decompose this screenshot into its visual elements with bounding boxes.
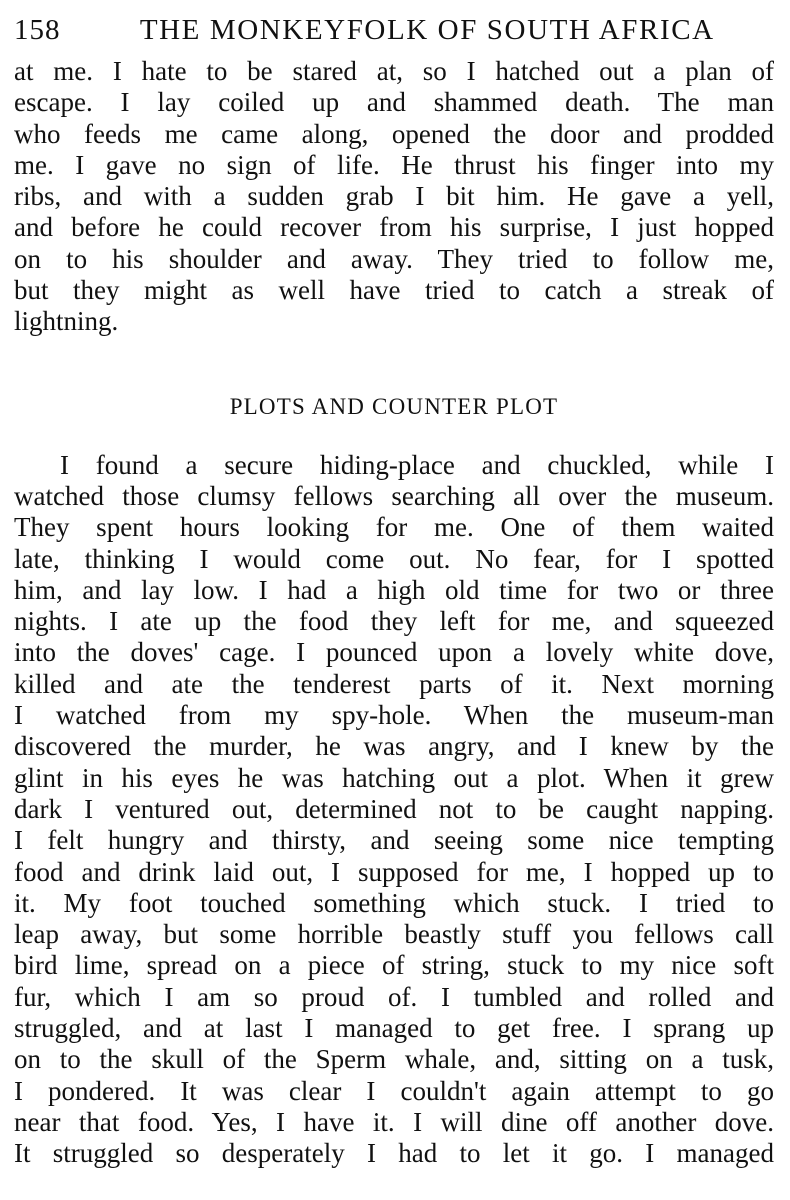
page-number: 158 (14, 14, 61, 46)
text-line: I found a secure hiding-place and chuckled, while I (60, 449, 774, 480)
text-line: it. My foot touched something which stuck. I tried to (14, 887, 774, 918)
running-head (14, 14, 774, 56)
text-line: They spent hours looking for me. One of them waited (14, 512, 774, 543)
text-line: bird lime, spread on a piece of string, stuck to my nice soft (14, 950, 774, 981)
text-line: leap away, but some horrible beastly stuff you fellows call (14, 919, 774, 950)
text-line: who feeds me came along, opened the door and prodded (14, 118, 774, 149)
text-line: and before he could recover from his surprise, I just hopped (14, 212, 774, 243)
text-line: escape. I lay coiled up and shammed death. The man (14, 87, 774, 118)
paragraph-plots (14, 450, 774, 1170)
text-line: glint in his eyes he was hatching out a plot. When it grew (14, 762, 774, 793)
section-heading: PLOTS AND COUNTER PLOT (229, 393, 559, 419)
text-line: on to the skull of the Sperm whale, and, sitting on a tusk, (14, 1044, 774, 1075)
text-line: ribs, and with a sudden grab I bit him. He gave a yell, (14, 181, 774, 212)
text-line: struggled, and at last I managed to get free. I sprang up (14, 1013, 774, 1044)
text-line: watched those clumsy fellows searching all over the museum. (14, 480, 774, 511)
text-line: late, thinking I would come out. No fear, for I spotted (14, 543, 774, 574)
text-line: me. I gave no sign of life. He thrust his finger into my (14, 149, 774, 180)
text-line: fur, which I am so proud of. I tumbled and rolled and (14, 981, 774, 1012)
text-line: I pondered. It was clear I couldn't again attempt to go (14, 1075, 774, 1106)
text-line: into the doves' cage. I pounced upon a lovely white dove, (14, 637, 774, 668)
text-line: lightning. (14, 306, 119, 337)
text-line: near that food. Yes, I have it. I will dine off another dove. (14, 1106, 774, 1137)
paragraph-opening (14, 56, 774, 338)
text-line: him, and lay low. I had a high old time for two or three (14, 574, 774, 605)
text-line: at me. I hate to be stared at, so I hatched out a plan of (14, 56, 774, 86)
text-line: It struggled so desperately I had to let it go. I managed (14, 1138, 774, 1169)
running-title: THE MONKEYFOLK OF SOUTH AFRICA (139, 14, 715, 46)
text-line: discovered the murder, he was angry, and I knew by the (14, 731, 774, 762)
text-line: but they might as well have tried to catch a streak of (14, 275, 774, 306)
book-page (14, 14, 774, 1170)
text-line: I felt hungry and thirsty, and seeing some nice tempting (14, 825, 774, 856)
text-line: food and drink laid out, I supposed for me, I hopped up to (14, 856, 774, 887)
text-line: I watched from my spy-hole. When the museum-man (14, 700, 774, 731)
text-line: killed and ate the tenderest parts of it. Next morning (14, 668, 774, 699)
text-line: dark I ventured out, determined not to be caught napping. (14, 793, 774, 824)
text-line: on to his shoulder and away. They tried to follow me, (14, 243, 774, 274)
text-line: nights. I ate up the food they left for me, and squeezed (14, 606, 774, 637)
